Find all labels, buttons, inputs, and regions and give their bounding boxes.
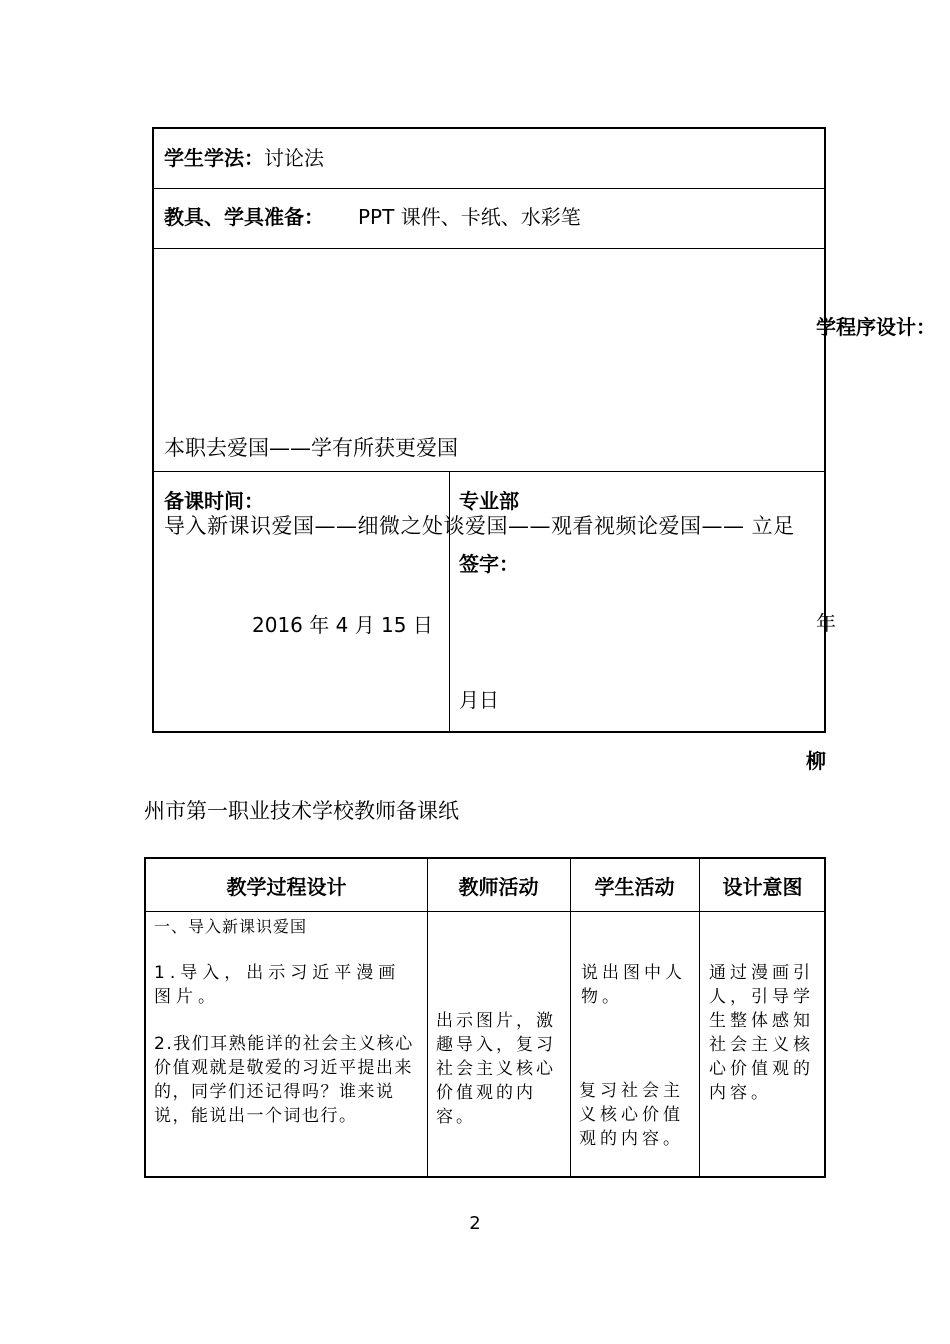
student-activity-text-1: 说出图中人物。: [581, 963, 686, 1007]
header-process-design: 教学过程设计: [226, 875, 347, 899]
row-divider: [154, 248, 824, 249]
prep-time-value: 2016 年 4 月 15 日: [252, 613, 433, 637]
process-paragraph-2: 2.我们耳熟能详的社会主义核心价值观就是敬爱的习近平提出来的，同学们还记得吗？谁来说说，能说出一个词也行。: [154, 1034, 414, 1126]
materials: [164, 205, 581, 229]
row-divider: [154, 188, 824, 189]
learning-method: [164, 146, 324, 170]
prep-time-label: 备课时间：: [164, 489, 264, 513]
row-divider: [154, 471, 824, 472]
header-student-activity: 学生活动: [594, 875, 675, 899]
lesson-info-table: [152, 127, 826, 733]
column-divider: [699, 859, 700, 1176]
section-title: 一、导入新课识爱国: [154, 917, 308, 936]
design-line-2: 本职去爱国——学有所获更爱国: [164, 436, 458, 460]
header-teacher-activity: 教师活动: [458, 875, 539, 899]
school-name-char: 柳: [806, 749, 826, 773]
year-char: 年: [816, 611, 836, 635]
design-intent-text: 通过漫画引人，引导学生整体感知社会主义核心价值观的内容。: [709, 963, 814, 1103]
header-design-intent: 设计意图: [722, 875, 803, 899]
design-label: 学程序设计：: [816, 315, 936, 339]
column-divider: [449, 471, 450, 731]
process-paragraph-1: 1.导入，出示习近平漫画图片。: [154, 963, 401, 1007]
month-day: 月日: [459, 688, 499, 712]
school-name: 州市第一职业技术学校教师备课纸: [144, 799, 459, 823]
student-activity-text-2: 复习社会主义核心价值观的内容。: [579, 1081, 684, 1149]
header-divider: [146, 911, 824, 912]
design-line-1: 导入新课识爱国——细微之处谈爱国——观看视频论爱国—— 立足: [164, 514, 795, 538]
teacher-activity-text: 出示图片，激趣导入，复习社会主义核心价值观的内容。: [436, 1011, 556, 1127]
materials-value: PPT 课件、卡纸、水彩笔: [358, 205, 581, 229]
learning-method-value: 讨论法: [264, 146, 324, 170]
teaching-process-table: [144, 857, 826, 1178]
column-divider: [570, 859, 571, 1176]
signature-label: 签字：: [459, 552, 519, 576]
department-label: 专业部: [459, 489, 519, 513]
column-divider: [427, 859, 428, 1176]
materials-label: 教具、学具准备：: [164, 205, 324, 229]
learning-method-label: 学生学法：: [164, 146, 264, 170]
page-number: 2: [469, 1213, 481, 1234]
